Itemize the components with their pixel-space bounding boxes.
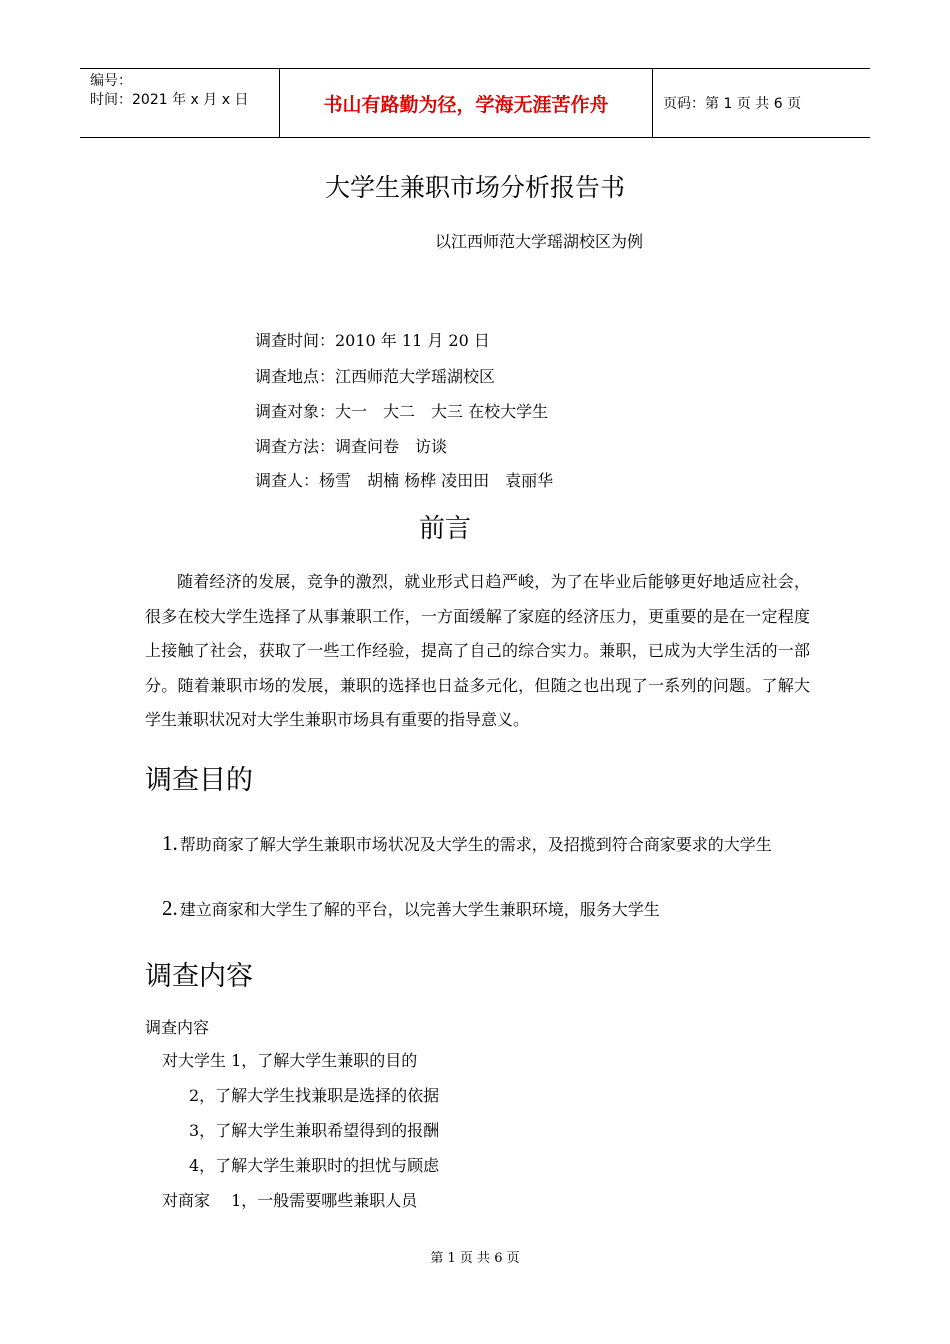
time-label: 时间：2021 年 x 月 x 日	[90, 92, 249, 108]
number-label: 编号：	[90, 73, 132, 89]
content-item-students-4: 4，了解大学生兼职时的担忧与顾虑	[189, 1156, 440, 1175]
info-survey-time: 调查时间：2010 年 11 月 20 日	[255, 331, 490, 350]
purpose-item-1	[162, 831, 772, 856]
purpose-item-text: 建立商家和大学生了解的平台，以完善大学生兼职环境，服务大学生	[179, 900, 660, 919]
info-survey-subjects: 调查对象：大一 大二 大三 在校大学生	[255, 402, 549, 421]
info-surveyors: 调查人：杨雪 胡楠 杨桦 凌田田 袁丽华	[255, 471, 554, 490]
purpose-item-text: 帮助商家了解大学生兼职市场状况及大学生的需求，及招揽到符合商家要求的大学生	[179, 835, 772, 854]
info-survey-location: 调查地点：江西师范大学瑶湖校区	[255, 367, 496, 386]
header-motto-cell	[280, 69, 653, 137]
document-title: 大学生兼职市场分析报告书	[324, 173, 625, 202]
preface-heading: 前言	[418, 514, 471, 544]
header-left-cell	[80, 69, 280, 137]
content-item-students-2: 2，了解大学生找兼职是选择的依据	[189, 1086, 440, 1105]
content-item-merchants-1: 对商家 1，一般需要哪些兼职人员	[162, 1191, 418, 1210]
info-survey-method: 调查方法：调查问卷 访谈	[255, 437, 448, 456]
page-footer: 第 1 页 共 6 页	[430, 1251, 520, 1266]
purpose-heading: 调查目的	[145, 765, 253, 796]
header-table	[80, 68, 870, 138]
header-page-cell	[653, 69, 870, 137]
purpose-item-number: 1.	[162, 831, 178, 855]
content-item-students-1: 对大学生 1，了解大学生兼职的目的	[162, 1051, 418, 1070]
content-heading: 调查内容	[145, 961, 253, 992]
content-label: 调查内容	[145, 1018, 210, 1037]
preface-paragraph: 随着经济的发展，竞争的激烈，就业形式日趋严峻，为了在毕业后能够更好地适应社会，很多在校大学生选择了从事兼职工作，一方面缓解了家庭的经济压力，更重要的是在一定程度上接触了社会，获取了一些工作经验，提高了自己的综合实力。兼职，已成为大学生活的一部分。随着兼职市场的发展，兼职的选择也日益多元化，但随之也出现了一系列的问题。了解大学生兼职状况对大学生兼职市场具有重要的指导意义。	[145, 572, 810, 730]
motto-text: 书山有路勤为径，学海无涯苦作舟	[323, 93, 609, 116]
purpose-item-2	[162, 896, 660, 921]
content-item-students-3: 3，了解大学生兼职希望得到的报酬	[189, 1121, 440, 1140]
document-subtitle: 以江西师范大学瑶湖校区为例	[435, 232, 644, 251]
page-info: 页码：第 1 页 共 6 页	[663, 96, 802, 112]
purpose-item-number: 2.	[162, 896, 178, 920]
